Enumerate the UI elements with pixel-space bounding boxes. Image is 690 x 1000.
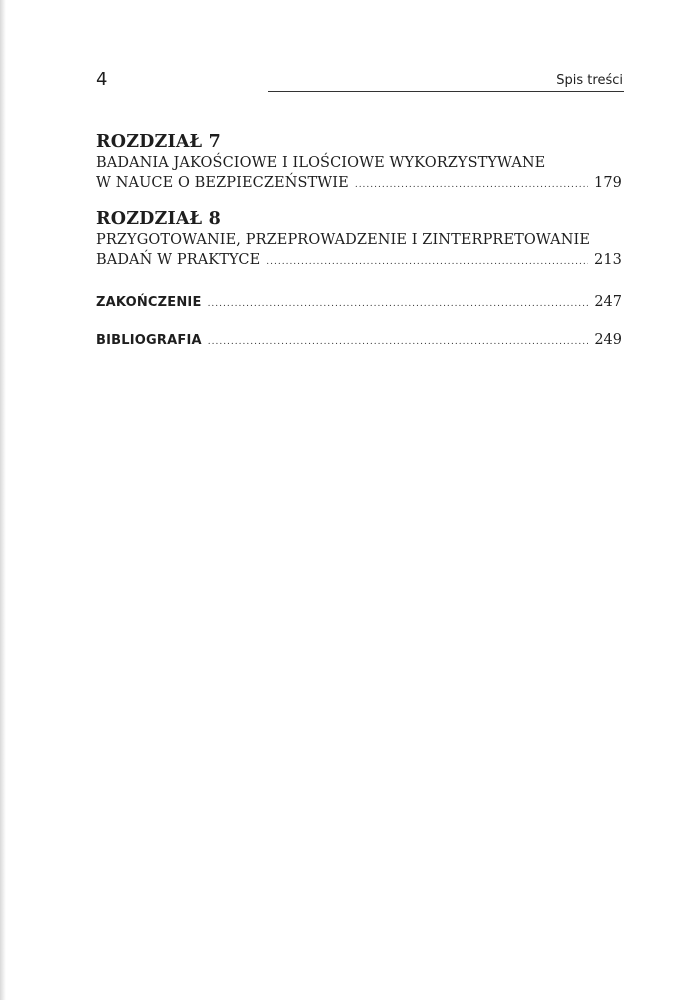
table-of-contents — [96, 132, 622, 348]
toc-section-bibliography[interactable] — [96, 332, 622, 348]
page-edge-shadow — [0, 0, 6, 1000]
chapter-title-line: PRZYGOTOWANIE, PRZEPROWADZENIE I ZINTERPRETOWANIE — [96, 232, 591, 248]
toc-section-conclusion[interactable] — [96, 294, 622, 310]
section-title: ZAKOŃCZENIE — [96, 295, 202, 310]
dot-leader — [208, 337, 588, 347]
running-head-title: Spis treści — [556, 73, 623, 88]
dot-leader — [208, 299, 588, 309]
chapter-title-line: BADANIA JAKOŚCIOWE I ILOŚCIOWE WYKORZYSTYWANE — [96, 155, 546, 171]
page-reference: 213 — [594, 252, 622, 268]
chapter-label: ROZDZIAŁ 8 — [96, 209, 221, 229]
page-reference: 179 — [594, 175, 622, 191]
chapter-title-line: W NAUCE O BEZPIECZEŃSTWIE — [96, 175, 349, 191]
page-reference: 247 — [594, 294, 622, 310]
toc-chapter-7 — [96, 132, 622, 195]
header-rule — [268, 91, 624, 92]
toc-entry-row[interactable] — [96, 173, 622, 195]
toc-entry-row[interactable] — [96, 250, 622, 272]
chapter-label: ROZDZIAŁ 7 — [96, 132, 221, 152]
page-number: 4 — [96, 69, 108, 90]
page-reference: 249 — [594, 332, 622, 348]
section-title: BIBLIOGRAFIA — [96, 333, 202, 348]
dot-leader — [355, 175, 588, 195]
toc-chapter-8 — [96, 209, 622, 272]
dot-leader — [266, 252, 588, 272]
toc-sections — [96, 294, 622, 348]
chapter-title-line: BADAŃ W PRAKTYCE — [96, 252, 261, 268]
